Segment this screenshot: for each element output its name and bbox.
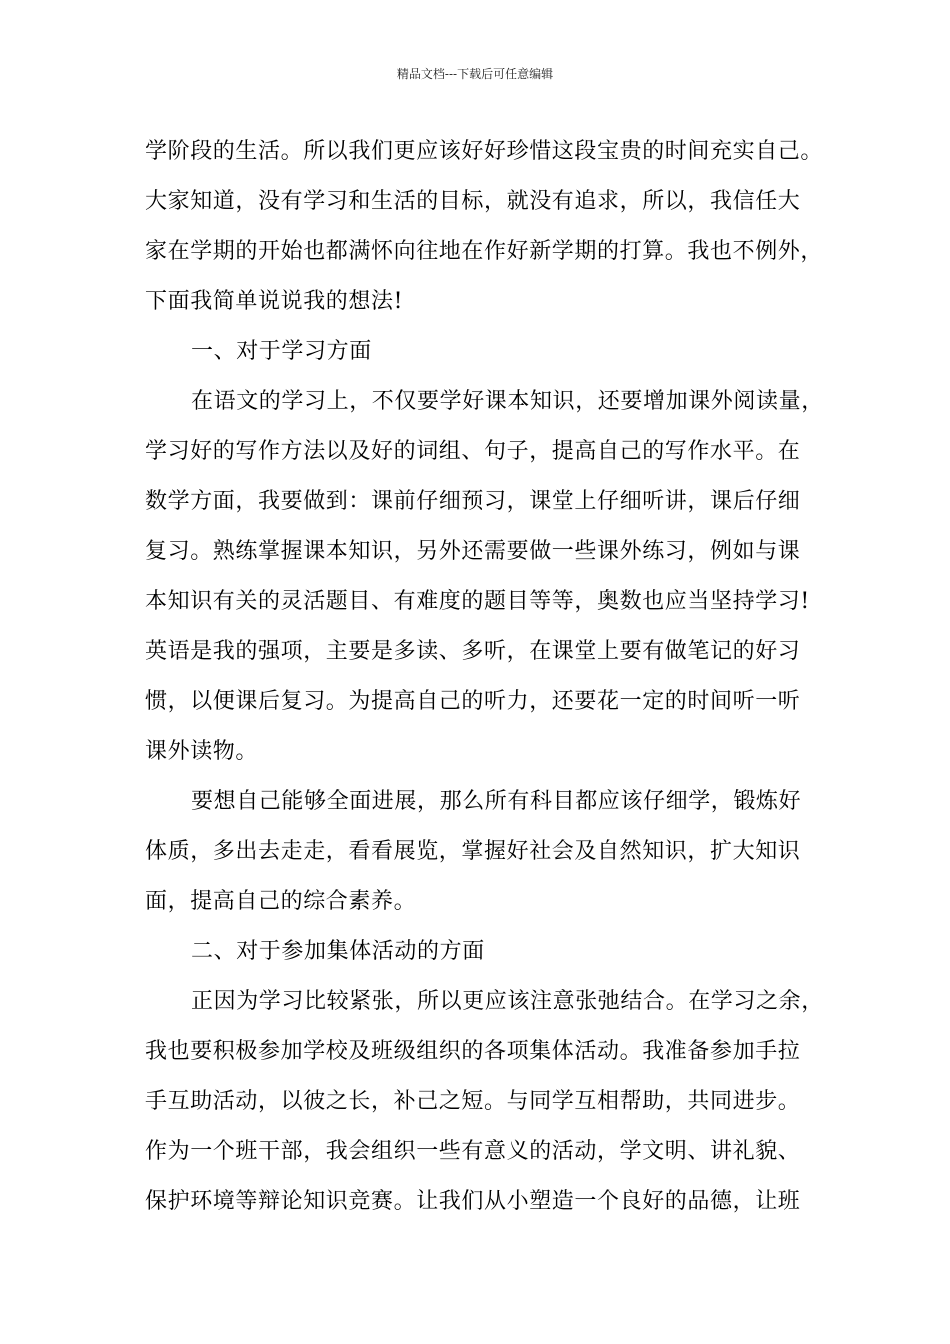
text-line: 面，提高自己的综合素养。: [145, 889, 417, 914]
text-line: 体质，多出去走走，看看展览，掌握好社会及自然知识，扩大知识: [145, 839, 801, 864]
text-line: 手互助活动，以彼之长，补己之短。与同学互相帮助，共同进步。: [145, 1089, 801, 1114]
text-line: 惯，以便课后复习。为提高自己的听力，还要花一定的时间听一听: [145, 689, 801, 714]
text-line: 要想自己能够全面进展，那么所有科目都应该仔细学，锻炼好: [191, 789, 802, 814]
text-line: 在语文的学习上，不仅要学好课本知识，还要增加课外阅读量，: [191, 389, 824, 414]
text-line: 正因为学习比较紧张，所以更应该注意张弛结合。在学习之余，: [191, 989, 824, 1014]
text-line: 复习。熟练掌握课本知识，另外还需要做一些课外练习，例如与课: [145, 539, 801, 564]
text-line: 二、对于参加集体活动的方面: [191, 939, 485, 964]
text-line: 学阶段的生活。所以我们更应该好好珍惜这段宝贵的时间充实自己。: [145, 139, 824, 164]
text-line: 数学方面，我要做到：课前仔细预习，课堂上仔细听讲，课后仔细: [145, 489, 801, 514]
text-line: 本知识有关的灵活题目、有难度的题目等等，奥数也应当坚持学习!: [145, 589, 810, 614]
text-line: 学习好的写作方法以及好的词组、句子，提高自己的写作水平。在: [145, 439, 801, 464]
page-header: 精品文档---下载后可任意编辑: [396, 67, 554, 81]
text-line: 大家知道，没有学习和生活的目标，就没有追求，所以，我信任大: [145, 189, 801, 214]
text-line: 课外读物。: [145, 739, 259, 764]
text-line: 家在学期的开始也都满怀向往地在作好新学期的打算。我也不例外，: [145, 239, 824, 264]
text-line: 一、对于学习方面: [191, 339, 372, 364]
document-body: [145, 127, 831, 1227]
text-line: 下面我简单说说我的想法!: [145, 289, 404, 314]
text-line: 保护环境等辩论知识竞赛。让我们从小塑造一个良好的品德，让班: [145, 1189, 801, 1214]
text-line: 英语是我的强项，主要是多读、多听，在课堂上要有做笔记的好习: [145, 639, 801, 664]
text-line: 我也要积极参加学校及班级组织的各项集体活动。我准备参加手拉: [145, 1039, 801, 1064]
text-line: 作为一个班干部，我会组织一些有意义的活动，学文明、讲礼貌、: [145, 1139, 801, 1164]
